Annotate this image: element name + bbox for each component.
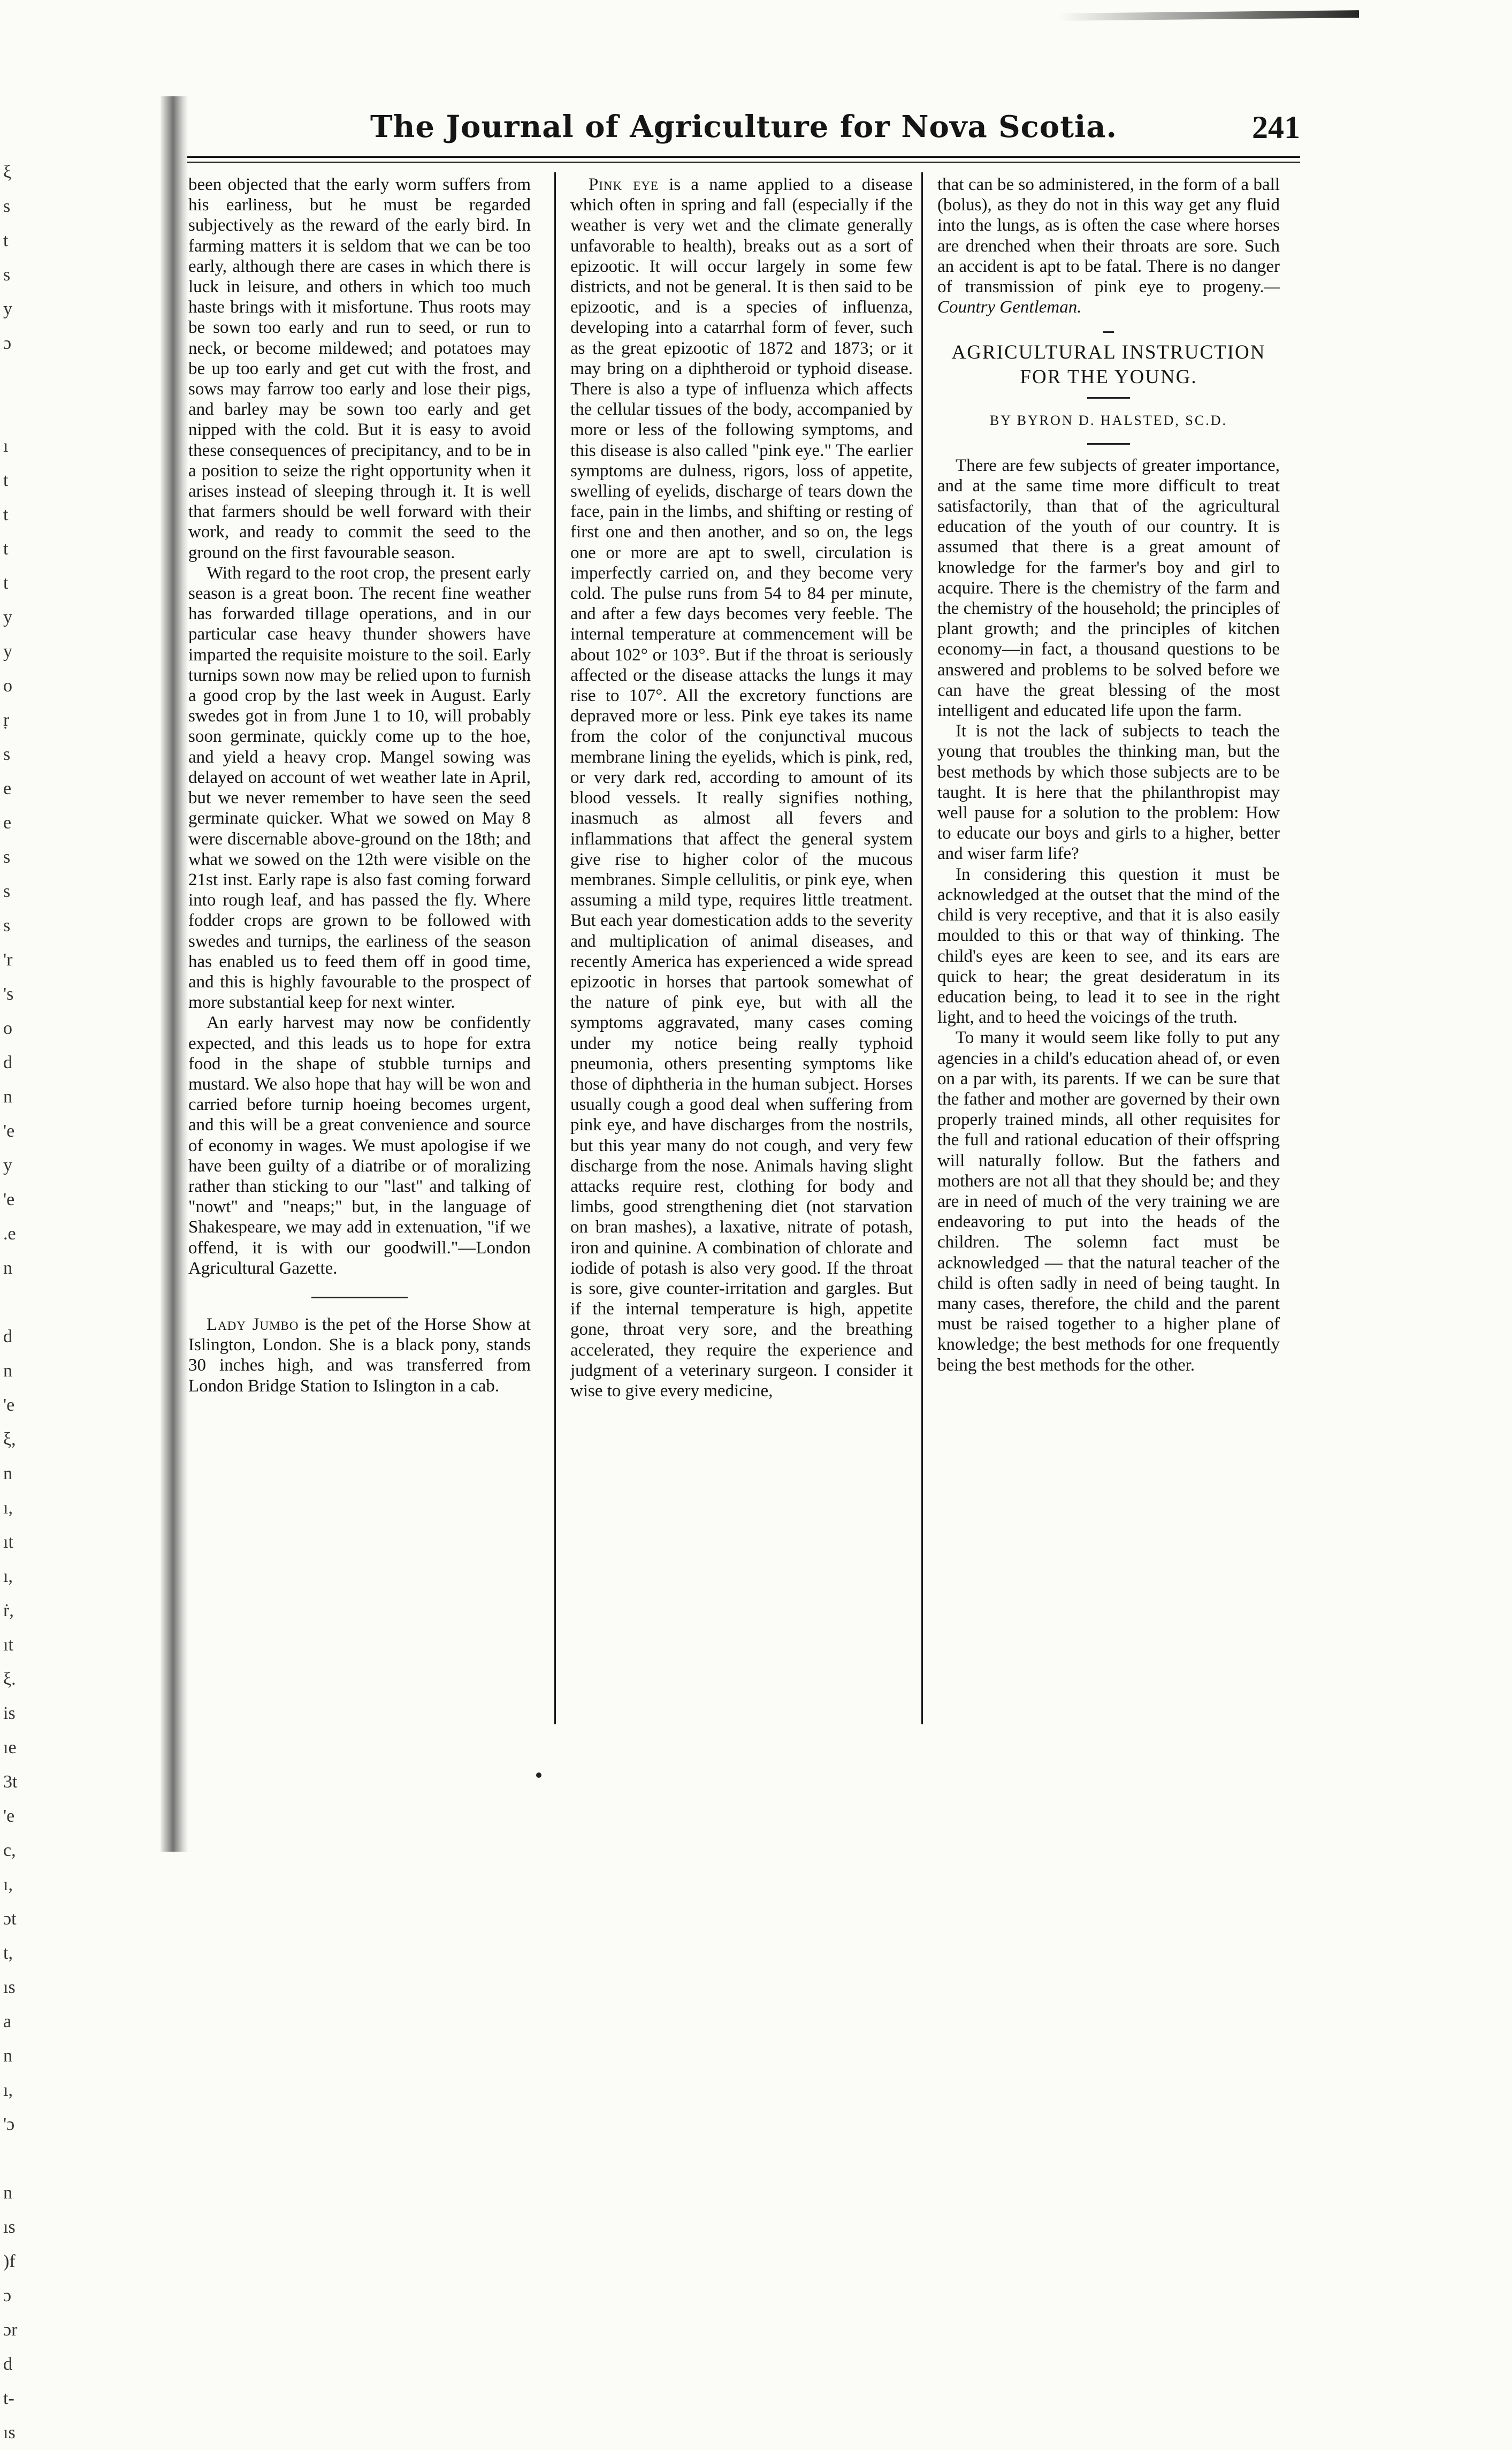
paragraph: There are few subjects of greater importance, and at the same time more difficult to treat satisfactorily, than that of the agricultural education of the youth of our country. It is assumed that there is a great amount of knowledge for the farmer's boy and girl to acquire. There is the chemistry of the farm and the chemistry of the household; the principles of plant growth; and the principles of kitchen economy—in fact, a thousand questions to be answered and problems to be solved before we can have the great blessing of the most intelligent and educated life upon the farm. [937,455,1280,721]
paragraph: An early harvest may now be confidently expected, and this leads us to hope for extra food in the shape of stubble turnips and mustard. We also hope that hay will be won and carried before turnip hoeing becomes urgent, and this will be a great convenience and source of economy in wages. We must apologise if we have been guilty of a diatribe or of moralizing rather than sticking to our "last" and talking of "nowt" and "neaps;" but, in the language of Shakespeare, we may add in extenuation, "if we offend, it is with our goodwill."—London Agricultural Gazette. [188,1013,531,1278]
byline: BY BYRON D. HALSTED, SC.D. [990,413,1227,429]
paragraph: It is not the lack of subjects to teach the young that troubles the thinking man, but the best methods by which those subjects are to be taught. It is here that the philanthropist may well pause for a solution to the problem: How to educate our boys and girls to a higher, better and wiser farm life? [937,721,1280,864]
column-rule-2 [921,172,923,1724]
column-3 [937,174,1280,1375]
paragraph-text: that can be so administered, in the form of a ball (bolus), as they do not in this way get any fluid into the lungs, as is often the case where horses are drenched when their throats are sore. Such an accident is apt to be fatal. There is no danger of transmission of pink eye to progeny. [937,175,1280,297]
column-1 [188,174,531,1396]
ink-speck [536,1772,541,1778]
article-heading [937,340,1280,390]
running-head [187,105,1300,153]
paragraph-continued [937,174,1280,317]
paragraph-text: is the pet of the Horse Show at Islington, London. She is a black pony, stands 30 inches high, and was transferred from London Bridge Station to Islington in a cab. [188,1314,531,1396]
column-rule-1 [554,172,556,1724]
source-credit: —Country Gentleman. [937,277,1280,317]
lead-in: Lady Jumbo [207,1314,299,1334]
paragraph: To many it would seem like folly to put any agencies in a child's education ahead of, or even on a par with, its parents. If we can be sure that the father and mother are governed by their own properly trained minds, all other requisites for the full and rational education of their offspring will naturally follow. But the fathers and mothers are not all that they should be; and they are in need of much of the very training we are endeavoring to put into the heads of the children. The solemn fact must be acknowledged — that the natural teacher of the child is often sadly in need of being taught. In many cases, therefore, the child and the parent must be raised together to a higher plane of knowledge; the best methods for one frequently being the best methods for the other. [937,1028,1280,1375]
facing-page-bleed: ξ s t s y ɔ ı t t t t y y o ṛ s e e s s s 'r 's o d n 'e y 'e .e n d n 'e ξ, n ı, ıt ı, ṙ, ıt ξ. is ıe 3t 'e c, ı, ɔt t, ıs a n ı, 'ɔ n ıs )f ɔ ɔr d t- ıs [3,162,18,2443]
scan-streak [1059,10,1359,21]
paragraph-pink-eye [570,174,913,1401]
journal-title: The Journal of Agriculture for Nova Scotia. [370,109,1118,144]
column-2 [570,174,913,1401]
heading-rule [1087,397,1130,399]
paragraph: With regard to the root crop, the present early season is a great boon. The recent fine weather has forwarded tillage operations, and in our particular case heavy thunder showers have imparted the requisite moisture to the soil. Early turnips sown now may be relied upon to furnish a good crop by the last week in August. Early swedes got in from June 1 to 10, will probably soon germinate, quickly come up to the hoe, and yield a heavy crop. Mangel sowing was delayed on account of wet weather late in April, but we never remember to have seen the seed germinate quicker. What we sowed on May 8 were discernable above-ground on the 18th; and what we sowed on the 12th were visible on the 21st inst. Early rape is also fast coming forward into rough leaf, and has passed the fly. Where fodder crops are grown to be followed with swedes and turnips, the earliness of the season has enabled us to feed them off in good time, and this is highly favourable to the prospect of more substantial keep for next winter. [188,563,531,1013]
paragraph-text: is a name applied to a disease which often in spring and fall (especially if the weather is very wet and the climate generally unfavorable to health), breaks out as a sort of epizootic. It will occur largely in some few districts, and not be general. It is then said to be epizootic, and is a species of influenza, developing into a catarrhal form of fever, such as the great epizootic of 1872 and 1873; or it may bring on a diphtheroid or typhoid disease. There is also a type of influenza which affects the cellular tissues of the body, accompanied by more or less of the following symptoms, and this disease is also called "pink eye." The earlier symptoms are dulness, rigors, loss of appetite, swelling of eyelids, discharge of tears down the face, pain in the limbs, and shifting or resting of first one and then another, and so on, the legs one or more are apt to swell, circulation is imperfectly carried on, and they become very cold. The pulse runs from 54 to 84 per minute, and after a few days becomes very feeble. The internal temperature at commencement will be about 102° or 103°. But if the throat is seriously affected or the disease attacks the lungs it may rise to 107°. All the excretory functions are depraved more or less. Pink eye takes its name from the color of the conjunctival mucous membrane lining the eyelids, which is pink, red, or very dark red, according to amount of its blood vessels. It really signifies nothing, inasmuch as almost all fevers and inflammations that affect the general system give rise to higher color of the mucous membranes. Simple cellulitis, or pink eye, when assuming a mild type, requires little treatment. But each year domestication adds to the severity and multiplication of animal diseases, and recently America has experienced a wide spread epizootic in horses that partook somewhat of the nature of pink eye, but with all the symptoms aggravated, many cases coming under my notice being really typhoid pneumonia, others presenting symptoms like those of diphtheria in the human subject. Horses usually cough a good deal when suffering from pink eye, and have discharges from the nostrils, but this year many do not cough, and very few discharge from the nose. Animals having slight attacks require rest, clothing for body and limbs, good strengthening diet (not starvation on bran mashes), a laxative, nitrate of potash, iron and quinine. A combination of chlorate and iodide of potash is also very good. If the throat is sore, give counter-irritation and gargles. But if the internal temperature is high, appetite gone, throat very sore, and the breathing accelerated, they require the experience and judgment of a veterinary surgeon. I consider it wise to give every medicine, [570,175,913,1401]
header-rule [187,156,1300,163]
section-divider [311,1297,408,1298]
byline-rule [1087,443,1130,445]
article-heading-line: AGRICULTURAL INSTRUCTION [951,341,1266,364]
paragraph: been objected that the early worm suffers from his earliness, but he must be regarded subjectively as the reward of the early bird. In farming matters it is seldom that we can be too early, although there are cases in which there is luck in leisure, and others in which too much haste brings with it misfortune. Thus roots may be sown too early and run to seed, or run to neck, or become mildewed; and potatoes may be up too early and get cut with the frost, and sows may farrow too early and lose their pigs, and barley may be sown too early and get nipped with the cold. But it is easy to avoid these consequences of precipitancy, and to be in a position to seize the right opportunity when it arises instead of sleeping through it. It is well that farmers should be well forward with their work, and ready to commit the seed to the ground on the first favourable season. [188,175,531,562]
page-binding-shadow [161,96,188,1852]
page-number: 241 [1252,110,1300,145]
paragraph-lady-jumbo [188,1314,531,1396]
paragraph: In considering this question it must be acknowledged at the outset that the mind of the child is very receptive, and that it is also easily moulded to this or that way of thinking. The child's eyes are keen to see, and its ears are quick to hear; the great desideratum in its education being, to lead it to see in the right light, and to heed the voicings of the truth. [937,864,1280,1028]
section-divider [1103,331,1114,333]
article-heading-line: FOR THE YOUNG. [1020,366,1197,389]
lead-in: Pink eye [589,175,659,194]
